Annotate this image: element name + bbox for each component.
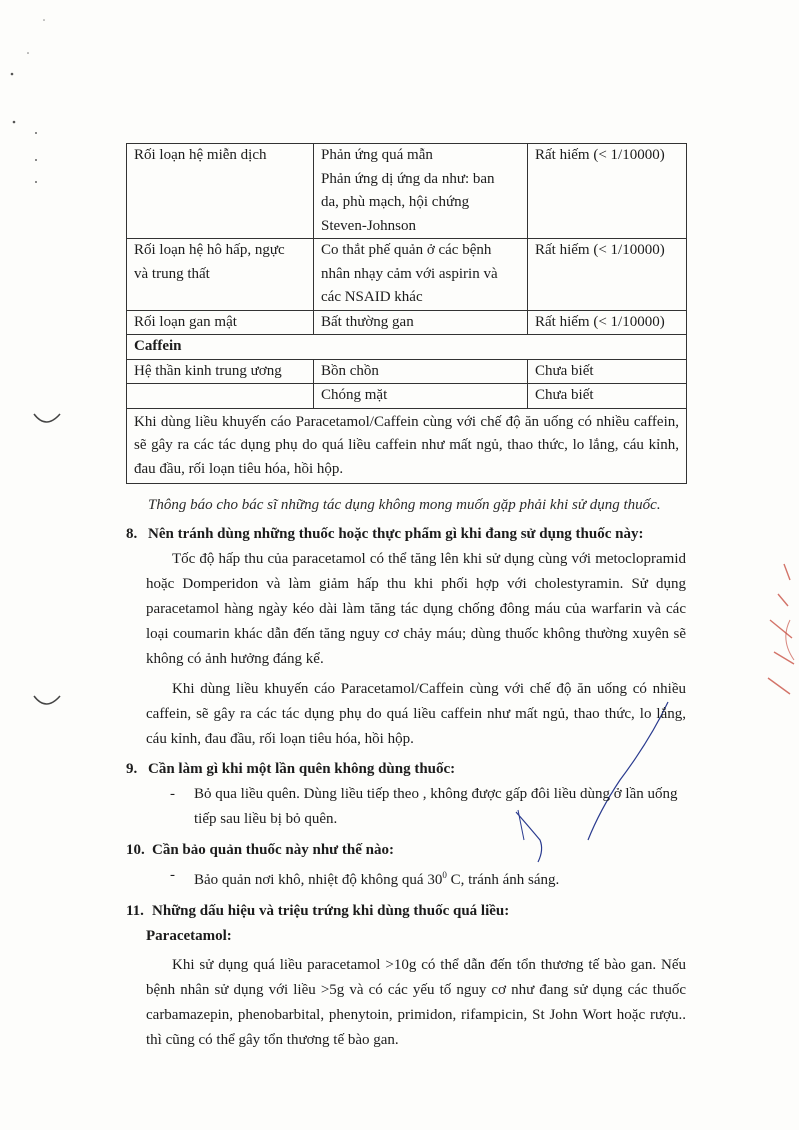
effect-cell <box>314 310 528 335</box>
cell-text: Co thắt phế quản ở các bệnh <box>321 242 492 258</box>
cell-text: Rất hiếm (< 1/10000) <box>535 313 665 330</box>
caption: Thông báo cho bác sĩ những tác dụng không mong muốn gặp phải khi sử dụng thuốc. <box>148 497 661 513</box>
bullet-text <box>194 863 559 893</box>
red-stamp-mark <box>760 560 799 700</box>
effect-cell <box>314 144 528 239</box>
cell-text: nhân nhạy cảm với aspirin và <box>321 265 498 282</box>
cell-text: Rối loạn hệ miễn dịch <box>134 147 267 163</box>
bullet-item <box>170 782 686 832</box>
effect-cell: Chóng mặt <box>314 384 528 409</box>
section-label: Caffein <box>127 335 687 360</box>
punch-hole-mark <box>30 408 64 430</box>
paragraph: Tốc độ hấp thu của paracetamol có thể tăng lên khi sử dụng cùng với metoclopramid hoặc Domperidon và làm giảm hấp thu khi phối hợp với cholestyramin. Sử dụng paracetamol hàng ngày kéo dài làm tăng tác dụng chống đông máu của warfarin và các loại coumarin khác dẫn đến tăng nguy cơ chảy máu; dùng thuốc không thường xuyên sẽ không có ảnh hưởng đáng kể. <box>146 551 686 667</box>
table-section-row <box>127 335 687 360</box>
cell-text: Phản ứng dị ứng da như: ban <box>321 170 495 187</box>
table-row <box>127 384 687 409</box>
cell-text: các NSAID khác <box>321 289 423 305</box>
effect-cell <box>314 239 528 311</box>
bullet-text: Bỏ qua liều quên. Dùng liều tiếp theo , không được gấp đôi liều dùng ở lần uống tiếp sau liều bị bỏ quên. <box>194 786 678 827</box>
section-title: Những dấu hiệu và triệu trứng khi dùng thuốc quá liều: <box>152 903 510 919</box>
cell-text: Steven-Johnson <box>321 217 416 234</box>
table-row <box>127 144 687 239</box>
superscript: 0 <box>442 870 447 880</box>
cell-text: Rối loạn hệ hô hấp, ngực <box>134 242 285 258</box>
section-title: Cần bảo quản thuốc này như thế nào: <box>152 842 394 858</box>
table-note: Khi dùng liều khuyến cáo Paracetamol/Caffein cùng với chế độ ăn uống có nhiều caffein, sẽ gây ra các tác dụng phụ do quá liều caffein như mất ngủ, thao thức, lo lắng, cáu kỉnh, đau đầu, rối loạn tiêu hóa, hồi hộp. <box>127 408 687 484</box>
table-row <box>127 239 687 311</box>
bullet-dash: - <box>170 786 175 802</box>
bullet-text-part: Bảo quản nơi khô, nhiệt độ không quá 30 <box>194 872 443 888</box>
table-note-row <box>127 408 687 484</box>
section-heading <box>126 522 686 547</box>
frequency-cell <box>528 239 687 311</box>
section-title: Cần làm gì khi một lần quên không dùng thuốc: <box>148 761 456 777</box>
cell-text: Rất hiếm (< 1/10000) <box>535 147 665 163</box>
cell-text: da, phù mạch, hội chứng <box>321 194 470 210</box>
section-number: 8. <box>126 526 138 542</box>
section-number: 10. <box>126 842 145 858</box>
frequency-cell <box>528 310 687 335</box>
frequency-cell <box>528 144 687 239</box>
bullet-dash: - <box>170 867 175 883</box>
table-row <box>127 310 687 335</box>
cell-text: Bất thường gan <box>321 313 414 330</box>
cell-text: Phản ứng quá mẫn <box>321 147 433 163</box>
cell-text: Rất hiếm (< 1/10000) <box>535 242 665 258</box>
subheading: Paracetamol: <box>146 928 232 944</box>
paragraph: Khi dùng liều khuyến cáo Paracetamol/Caffein cùng với chế độ ăn uống có nhiều caffein, sẽ gây ra các tác dụng phụ do quá liều caffein như mất ngủ, thao thức, lo lắng, cáu kỉnh, đau đầu, rối loạn tiêu hóa, hồi hộp. <box>146 681 686 747</box>
frequency-cell: Chưa biết <box>528 384 687 409</box>
section-number: 9. <box>126 761 138 777</box>
organ-cell <box>127 239 314 311</box>
scan-dots <box>0 0 60 200</box>
table-row <box>127 359 687 384</box>
organ-cell: Hệ thần kinh trung ương <box>127 359 314 384</box>
frequency-cell: Chưa biết <box>528 359 687 384</box>
section-heading <box>126 757 686 782</box>
cell-text: và trung thất <box>134 265 210 282</box>
effect-cell: Bồn chồn <box>314 359 528 384</box>
adverse-effects-table <box>126 143 687 484</box>
organ-cell <box>127 144 314 239</box>
paragraph: Khi sử dụng quá liều paracetamol >10g có thể dẫn đến tổn thương tế bào gan. Nếu bệnh nhân sử dụng với liều >5g và có các yếu tố nguy cơ như đang sử dụng các thuốc carbamazepin, phenobarbital, phenytoin, primidon, rifampicin, St John Wort hoặc rượu.. thì cũng có thể gây tổn thương tế bào gan. <box>146 957 686 1048</box>
cell-text: Rối loạn gan mật <box>134 313 237 330</box>
section-heading <box>126 899 686 924</box>
organ-cell <box>127 384 314 409</box>
bullet-text-part: C, tránh ánh sáng. <box>446 872 560 888</box>
section-heading <box>126 838 686 863</box>
punch-hole-mark <box>30 690 64 712</box>
main-content <box>126 522 686 1053</box>
section-number: 11. <box>126 903 144 919</box>
bullet-item <box>170 863 686 893</box>
organ-cell <box>127 310 314 335</box>
section-title: Nên tránh dùng những thuốc hoặc thực phẩm gì khi đang sử dụng thuốc này: <box>148 526 644 542</box>
